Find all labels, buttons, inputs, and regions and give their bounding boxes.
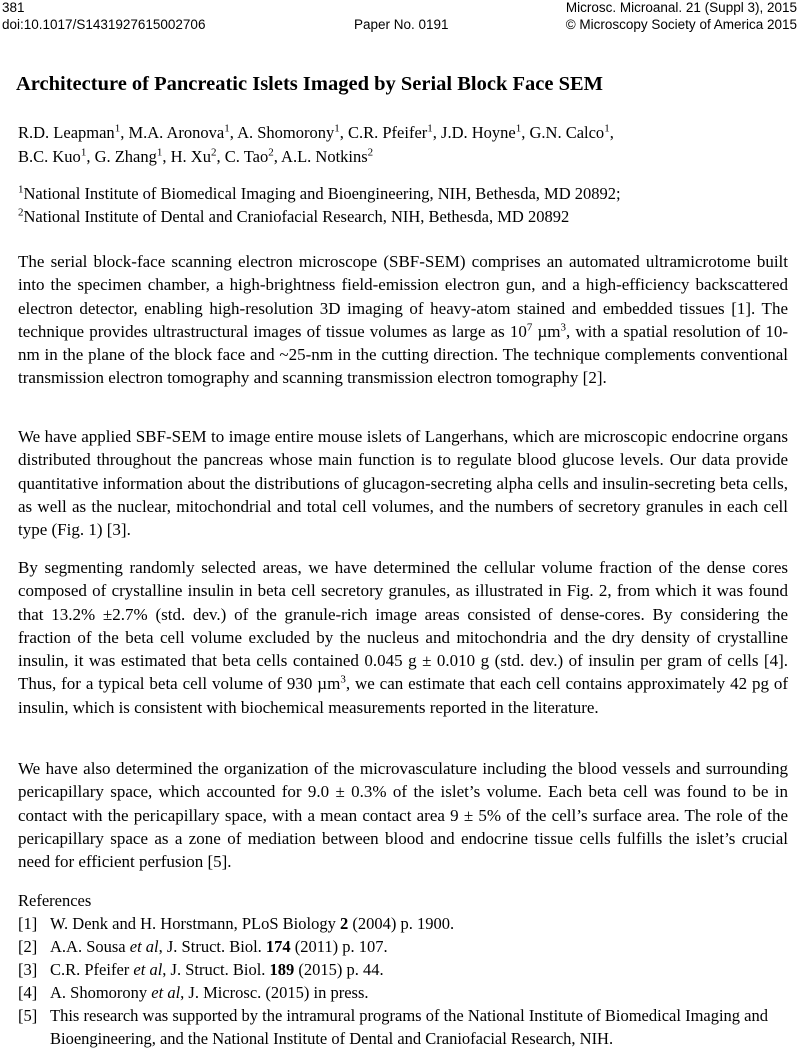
paper-number: Paper No. 0191 — [354, 17, 449, 32]
author: M.A. Aronova$^1$, — [128, 122, 234, 142]
body-paragraph: By segmenting randomly selected areas, we have determined the cellular volume fraction of the dense cores composed of crystalline insulin in beta cell secretory granules, as illustrated in Fig. 2, from which it was found that 13.2% ±2.7% (std. dev.) of the granule-rich image areas consisted of dense-cores. By considering the fraction of the beta cell volume excluded by the nucleus and mitochondria and the dry density of crystalline insulin, it was estimated that beta cells contained 0.045 g ± 0.010 g (std. dev.) of insulin per gram of cells [4]. Thus, for a typical beta cell volume of 930 µm$^3$, we can estimate that each cell contains approximately 42 pg of insulin, which is consistent with biochemical measurements reported in the literature. — [18, 558, 788, 717]
affiliation: $^1$National Institute of Biomedical Imaging and Bioengineering, NIH, Bethesda, MD 20892; — [18, 183, 621, 203]
journal-citation: Microsc. Microanal. 21 (Suppl 3), 2015 — [565, 0, 797, 15]
body-paragraph: We have applied SBF-SEM to image entire mouse islets of Langerhans, which are microscopic endocrine organs distributed throughout the pancreas whose main function is to regulate blood glucose levels. Our data provide quantitative information about the distributions of glucagon-secreting alpha cells and insulin-secreting beta cells, as well as the nuclear, mitochondrial and total cell volumes, and the numbers of secretory granules in each cell type (Fig. 1) [3]. — [18, 427, 788, 540]
author: C.R. Pfeifer$^1$, — [348, 122, 437, 142]
author: A. Shomorony$^1$, — [237, 122, 344, 142]
author: H. Xu$^2$, — [170, 146, 221, 166]
body-paragraph: The serial block-face scanning electron microscope (SBF-SEM) comprises an automated ultramicrotome built into the specimen chamber, a high-brightness field-emission electron gun, and a high-efficiency backscattered electron detector, enabling high-resolution 3D imaging of heavy-atom stained and embedded tissues [1]. The technique provides ultrastructural images of tissue volumes as large as $10^7$ µm$^3$, with a spatial resolution of 10-nm in the plane of the block face and ~25-nm in the cutting direction. The technique complements conventional transmission electron tomography and scanning transmission electron tomography [2]. — [18, 252, 788, 388]
author: G.N. Calco$^1$, — [529, 122, 614, 142]
author: G. Zhang$^1$, — [94, 146, 167, 166]
author: R.D. Leapman$^1$, — [18, 122, 125, 142]
reference-item: [3] C.R. Pfeifer et al, J. Struct. Biol. 189 (2015) p. 44. — [18, 960, 384, 979]
references — [18, 889, 788, 1050]
references-heading: References — [18, 891, 92, 910]
reference-item: [4] A. Shomorony et al, J. Microsc. (2015) in press. — [18, 983, 369, 1002]
reference-item: [5] This research was supported by the intramural programs of the National Institute of Biomedical Imaging and Bioengineering, and the National Institute of Dental and Craniofacial Research, NIH. — [18, 1006, 769, 1048]
affiliation: $^2$National Institute of Dental and Craniofacial Research, NIH, Bethesda, MD 20892 — [18, 206, 570, 226]
author: B.C. Kuo$^1$, — [18, 146, 91, 166]
author: J.D. Hoyne$^1$, — [441, 122, 526, 142]
reference-item: [2] A.A. Sousa et al, J. Struct. Biol. 174 (2011) p. 107. — [18, 937, 388, 956]
doi: doi:10.1017/S1431927615002706 — [2, 17, 206, 32]
author: A.L. Notkins$^2$ — [281, 146, 374, 166]
body-paragraph: We have also determined the organization of the microvasculature including the blood vessels and surrounding pericapillary space, which accounted for 9.0 ± 0.3% of the islet’s volume. Each beta cell was found to be in contact with the pericapillary space, with a mean contact area 9 ± 5% of the cell’s surface area. The role of the pericapillary space as a zone of mediation between blood and endocrine tissue cells fulfills the islet’s crucial need for efficient perfusion [5]. — [18, 759, 788, 872]
author: C. Tao$^2$, — [224, 146, 278, 166]
copyright: © Microscopy Society of America 2015 — [565, 17, 797, 32]
author-list — [18, 121, 788, 169]
paper-title: Architecture of Pancreatic Islets Imaged by Serial Block Face SEM — [16, 73, 603, 95]
reference-item: [1] W. Denk and H. Horstmann, PLoS Biology 2 (2004) p. 1900. — [18, 914, 455, 933]
page-number: 381 — [2, 0, 25, 15]
